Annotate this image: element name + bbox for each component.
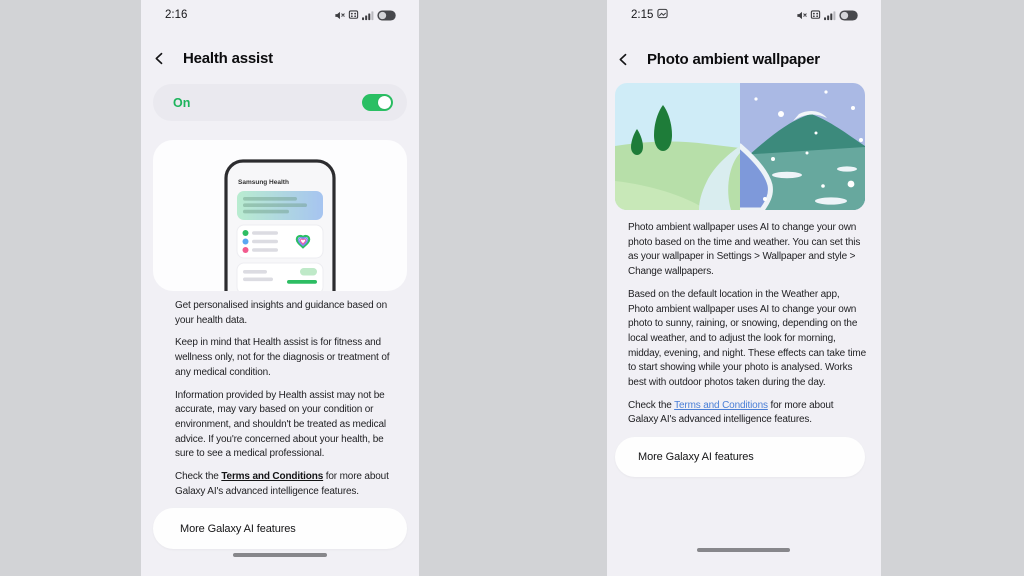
clock: 2:16 <box>165 9 188 21</box>
terms-suffix: for more about Galaxy AI's advanced intelligence features. <box>175 471 389 497</box>
status-bar <box>607 4 881 26</box>
paragraph: Get personalised insights and guidance based on your health data. <box>175 300 387 326</box>
screenshot-icon <box>657 6 668 24</box>
master-toggle[interactable] <box>362 94 393 111</box>
paragraph: Keep in mind that Health assist is for fitness and wellness only, not for the diagnosis or treatment of any medical condition. <box>175 337 390 378</box>
terms-paragraph <box>175 470 405 499</box>
photo-ambient-wallpaper-screen <box>607 0 881 576</box>
wifi-calling-icon <box>348 10 359 21</box>
mute-icon <box>796 10 807 21</box>
back-button[interactable] <box>141 51 171 66</box>
terms-suffix: for more about Galaxy AI's advanced intelligence features. <box>628 399 834 426</box>
health-assist-illustration <box>153 140 407 291</box>
mute-icon <box>334 10 345 21</box>
terms-paragraph <box>628 399 866 428</box>
paragraph: Information provided by Health assist may not be accurate, may vary based on your condition or environment, and shouldn't be treated as medical advice. If you're concerned about your health, be sure to see a medical professional. <box>175 389 386 460</box>
clock: 2:15 <box>631 9 654 21</box>
terms-prefix: Check the <box>628 399 675 411</box>
page-header <box>141 44 419 72</box>
wifi-calling-icon <box>810 10 821 21</box>
sunny-scene <box>615 83 740 210</box>
more-button-label: More Galaxy AI features <box>638 451 754 463</box>
more-galaxy-ai-features-button[interactable] <box>153 508 407 549</box>
page-title: Health assist <box>183 49 273 67</box>
battery-icon <box>839 10 859 21</box>
master-switch-card[interactable] <box>153 84 407 121</box>
toggle-knob <box>378 96 391 109</box>
ambient-wallpaper-illustration <box>615 83 865 210</box>
snowy-scene <box>733 83 865 210</box>
terms-prefix: Check the <box>175 471 222 483</box>
signal-icon <box>362 10 374 21</box>
health-assist-screen <box>141 0 419 576</box>
more-button-label: More Galaxy AI features <box>180 522 296 535</box>
switch-state-label: On <box>173 95 191 110</box>
gesture-navigation-handle[interactable] <box>697 548 790 552</box>
status-bar <box>141 4 419 26</box>
signal-icon <box>824 10 836 21</box>
paragraph: Photo ambient wallpaper uses AI to change your own photo based on the time and weather. You can set this as your wallpaper in Settings > Wallpaper and style > Change wallpapers. <box>628 222 861 278</box>
gesture-navigation-handle[interactable] <box>233 553 327 557</box>
terms-and-conditions-link[interactable]: Terms and Conditions <box>221 471 324 483</box>
more-galaxy-ai-features-button[interactable] <box>615 437 865 477</box>
back-button[interactable] <box>607 52 635 67</box>
description-text <box>628 221 866 436</box>
mock-app-name: Samsung Health <box>238 179 289 186</box>
battery-icon <box>377 10 397 21</box>
description-text <box>175 299 405 507</box>
page-header <box>607 46 881 72</box>
page-title: Photo ambient wallpaper <box>647 50 820 68</box>
paragraph: Based on the default location in the Weather app, Photo ambient wallpaper uses AI to change your own photo to sunny, raining, or snowing, depending on the local weather, and to adjust the look for morning, midday, evening, and night. These effects can take time to start showing while your photo is analysed. Works best with outdoor photos taken during the day. <box>628 288 867 389</box>
terms-and-conditions-link[interactable]: Terms and Conditions <box>674 399 768 411</box>
